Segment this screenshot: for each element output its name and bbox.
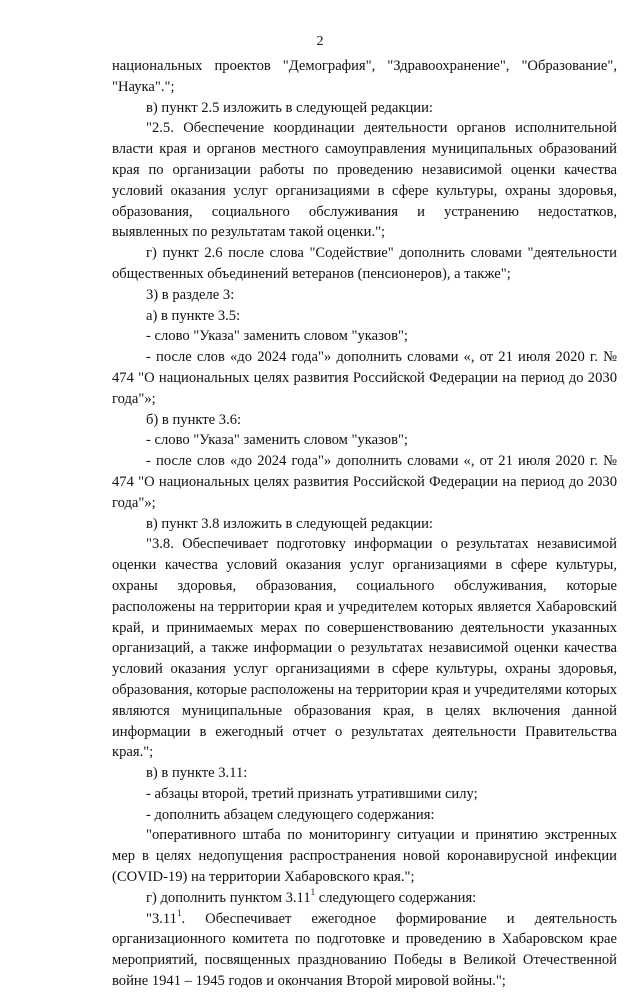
paragraph-dash-replace-1: - слово "Указа" заменить словом "указов"; (146, 328, 408, 345)
paragraph-continuation: национальных проектов "Демография", "Здравоохранение", "Образование", "Наука"."; (112, 58, 617, 95)
paragraph-dash-repeal: - абзацы второй, третий признать утратившими силу; (146, 785, 478, 802)
paragraph-item-a-3-5: а) в пункте 3.5: (146, 307, 241, 324)
paragraph-item-b-3-6: б) в пункте 3.6: (146, 411, 242, 428)
paragraph-text-post: . Обеспечивает ежегодное формирование и деятельность организационного комитета по подготовке и проведению в Хабаровском крае мероприятий, посвященных празднованию Победы в Великой Отечественной войне 1941 – 1945 годов и окончания Второй мировой войны."; (112, 910, 617, 990)
paragraph-dash-add-1: - после слов «до 2024 года"» дополнить словами «, от 21 июля 2020 г. № 474 "О национальных целях развития Российской Федерации на период до 2030 года"»; (112, 349, 617, 407)
document-text (112, 56, 617, 992)
superscript-mark: 1 (310, 887, 316, 898)
paragraph-quote-3-11-1 (112, 909, 617, 992)
paragraph-item-g-2-6: г) пункт 2.6 после слова "Содействие" дополнить словами "деятельности общественных объединений ветеранов (пенсионеров), а также"; (112, 245, 617, 282)
paragraph-item-v-3-8: в) пункт 3.8 изложить в следующей редакции: (146, 515, 433, 532)
paragraph-quote-staff: "оперативного штаба по мониторингу ситуации и принятию экстренных мер в целях недопущения распространения новой коронавирусной инфекции (COVID-19) на территории Хабаровского края."; (112, 827, 617, 886)
paragraph-text-pre: "3.11 (146, 910, 177, 927)
paragraph-quote-2-5: "2.5. Обеспечение координации деятельности органов исполнительной власти края и органов местного самоуправления муниципальных образований края по организации работы по проведению независимой оценки качества условий оказания услуг организациями в сфере культуры, охраны здоровья, образования, социального обслуживания и устранению недостатков, выявленных по результатам такой оценки."; (112, 120, 617, 241)
paragraph-section-3: 3) в разделе 3: (146, 286, 235, 303)
paragraph-text-pre: г) дополнить пунктом 3.11 (146, 889, 311, 906)
paragraph-item-v-3-11: в) в пункте 3.11: (146, 765, 248, 782)
paragraph-dash-replace-2: - слово "Указа" заменить словом "указов"; (146, 432, 408, 449)
paragraph-item-v-2-5: в) пункт 2.5 изложить в следующей редакции: (146, 99, 433, 116)
paragraph-dash-supplement: - дополнить абзацем следующего содержания: (146, 806, 435, 823)
paragraph-quote-3-8: "3.8. Обеспечивает подготовку информации о результатах независимой оценки качества условий оказания услуг организациями в сфере культуры, охраны здоровья, образования, социального обслуживания, которые расположены на территории края и учредителем которых является Хабаровский край, и принимаемых мерах по совершенствованию деятельности указанных организаций, а также информации о результатах независимой оценки качества условий оказания услуг организациями в сфере культуры, охраны здоровья, образования, которые расположены на территории края и учредителями которых являются муниципальные образования края, в целях включения данной информации в ежегодный отчет о результатах деятельности Правительства края."; (112, 536, 617, 761)
paragraph-item-g-3-11-1 (112, 888, 617, 909)
page-number: 2 (316, 34, 324, 49)
paragraph-dash-add-2: - после слов «до 2024 года"» дополнить словами «, от 21 июля 2020 г. № 474 "О национальных целях развития Российской Федерации на период до 2030 года"»; (112, 453, 617, 511)
superscript-mark: 1 (176, 907, 182, 918)
paragraph-text-post: следующего содержания: (315, 889, 477, 906)
